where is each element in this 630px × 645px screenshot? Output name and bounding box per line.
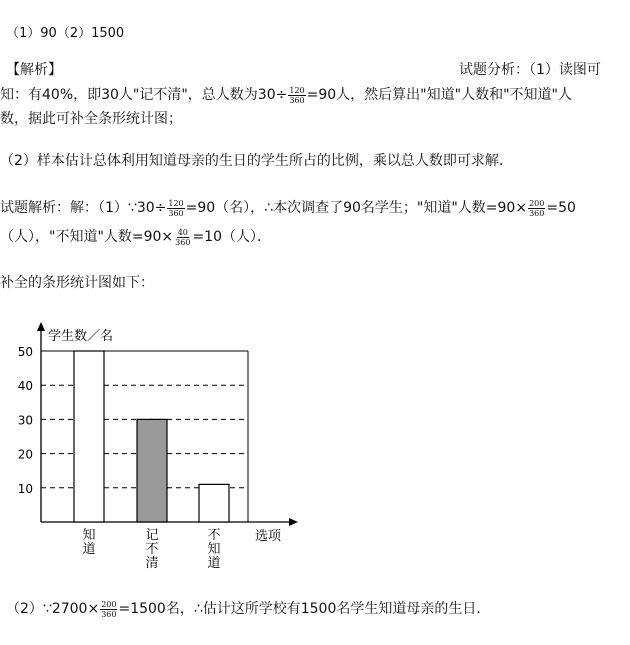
y-tick-label: 50 [17, 345, 33, 359]
y-tick-label: 20 [17, 447, 33, 462]
analysis-line-1: 知：有40%，即30人"记不清"，总人数为30÷ $\frac{120}{360}$ =90人，然后算出"知道"人数和"不知道"人 [0, 85, 572, 105]
bar-2 [199, 484, 229, 522]
x-tick-label: 知 [82, 528, 96, 543]
x-tick-label: 清 [145, 556, 159, 571]
y-axis-label: 学生数／名 [48, 329, 114, 344]
x-tick-label: 不 [207, 528, 221, 543]
solution-line-2: （人），"不知道"人数=90× $\frac{40}{360}$ =10（人）． [0, 227, 271, 247]
analysis-line-3: （2）样本估计总体利用知道母亲的生日的学生所占的比例，乘以总人数即可求解． [0, 153, 513, 169]
bar-1 [137, 419, 167, 522]
x-tick-label: 不 [145, 542, 159, 557]
x-tick-label: 知 [207, 542, 221, 557]
bar-chart [0, 300, 630, 590]
y-axis-arrow [37, 322, 45, 331]
fraction: $\frac{40}{360}$ [175, 227, 191, 247]
x-axis-label: 选项 [255, 529, 282, 544]
fraction: $\frac{200}{360}$ [101, 599, 117, 619]
fraction: $\frac{120}{360}$ [168, 198, 184, 218]
fraction: $\frac{200}{360}$ [529, 198, 545, 218]
x-tick-label: 道 [82, 542, 96, 557]
x-axis-arrow [289, 518, 298, 526]
x-tick-label: 记 [145, 528, 159, 543]
analysis-tag: 【解析】 [6, 62, 62, 78]
answer-line: （1）90（2）1500 [6, 26, 125, 41]
solution-line-3: 补全的条形统计图如下： [0, 275, 154, 291]
y-tick-label: 10 [17, 481, 33, 496]
bar-0 [74, 351, 104, 522]
y-tick-label: 40 [17, 379, 33, 394]
x-tick-label: 道 [207, 556, 221, 571]
analysis-label: 试题分析：（1）读图可 [459, 62, 601, 78]
analysis-line-2: 数，据此可补全条形统计图； [0, 111, 182, 127]
fraction: $\frac{120}{360}$ [289, 85, 305, 105]
y-tick-label: 30 [17, 413, 33, 428]
solution-line-1: 试题解析：解：（1）∵30÷ $\frac{120}{360}$ =90（名），∴本次调查了90名学生；"知道"人数=90× $\frac{200}{360}$ =50 [0, 198, 576, 218]
bar-chart-svg [0, 300, 630, 590]
final-line: （2）∵2700× $\frac{200}{360}$ =1500名，∴估计这所学校有1500名学生知道母亲的生日． [6, 599, 491, 619]
